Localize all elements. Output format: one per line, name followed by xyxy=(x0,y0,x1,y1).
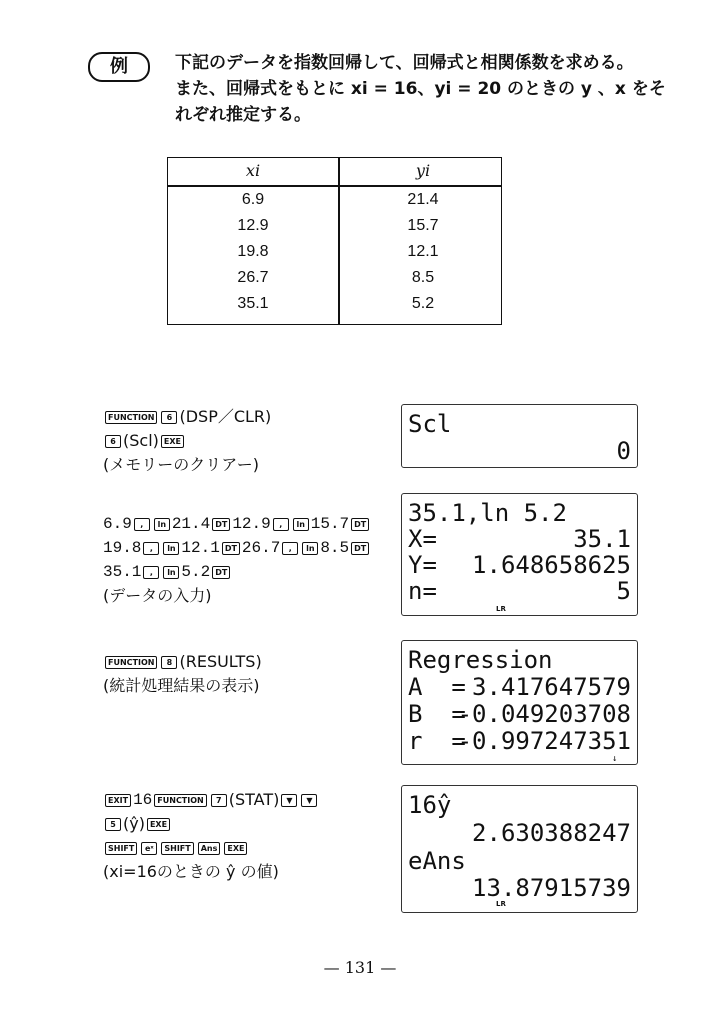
cell-x-2: 12.9 xyxy=(237,217,269,234)
exe-key: EXE xyxy=(147,818,170,831)
entry-line xyxy=(103,512,371,536)
down-arrow-icon: ▼ xyxy=(281,794,297,807)
step-data-entry xyxy=(103,512,371,608)
step-results xyxy=(103,650,262,698)
input-number: 19.8 xyxy=(103,539,142,557)
cell-y-5: 5.2 xyxy=(411,295,435,312)
cell-x-4: 26.7 xyxy=(237,269,269,286)
display-b-label: B = xyxy=(408,700,466,728)
display-r-label: r = xyxy=(408,727,466,755)
display-line: 35.1,ln 5.2 xyxy=(408,499,567,527)
results-label: (RESULTS) xyxy=(179,652,262,671)
cell-x-3: 19.8 xyxy=(237,243,269,260)
cell-y-1: 21.4 xyxy=(407,191,439,208)
input-number: 16 xyxy=(133,791,153,809)
key-5: 5 xyxy=(105,818,121,831)
yhat-label: (ŷ) xyxy=(123,814,145,833)
shift-key: SHIFT xyxy=(105,842,137,855)
calculator-display-regression xyxy=(401,640,638,765)
dt-key: DT xyxy=(351,518,369,531)
key-6: 6 xyxy=(161,411,177,424)
input-number: 5.2 xyxy=(181,563,211,581)
input-number: 15.7 xyxy=(310,515,350,533)
input-number: 12.9 xyxy=(232,515,271,533)
comma-key: , xyxy=(273,518,289,531)
shift-key: SHIFT xyxy=(161,842,193,855)
ln-key: ln xyxy=(163,542,179,555)
comma-key: , xyxy=(134,518,150,531)
display-x-value: 35.1 xyxy=(573,525,631,553)
key-6: 6 xyxy=(105,435,121,448)
calculator-display-entry xyxy=(401,493,638,616)
ln-key: ln xyxy=(163,566,179,579)
display-r-value: -0.997247351 xyxy=(457,727,631,755)
data-table xyxy=(167,157,502,325)
display-line: Regression xyxy=(408,646,553,674)
input-number: 8.5 xyxy=(320,539,350,557)
display-x-label: X= xyxy=(408,525,437,553)
step-caption: (統計処理結果の表示) xyxy=(103,676,260,695)
comma-key: , xyxy=(143,542,159,555)
scroll-down-icon: ↓ xyxy=(612,754,618,764)
display-line: 0 xyxy=(616,437,631,465)
display-line: 16ŷ xyxy=(408,791,452,819)
display-line: 13.87915739 xyxy=(472,874,631,902)
display-y-value: 1.648658625 xyxy=(472,551,631,579)
comma-key: , xyxy=(282,542,298,555)
step-caption: (データの入力) xyxy=(103,586,212,605)
dt-key: DT xyxy=(212,518,230,531)
key-7: 7 xyxy=(211,794,227,807)
example-badge: 例 xyxy=(88,52,150,82)
dt-key: DT xyxy=(351,542,369,555)
example-line-3: れぞれ推定する。 xyxy=(175,105,311,125)
stat-label: (STAT) xyxy=(228,790,280,809)
cell-y-4: 8.5 xyxy=(411,269,435,286)
function-key: FUNCTION xyxy=(154,794,206,807)
dsp-clr-label: (DSP／CLR) xyxy=(179,407,272,426)
ln-key: ln xyxy=(302,542,318,555)
ln-key: ln xyxy=(154,518,170,531)
function-key: FUNCTION xyxy=(105,411,157,424)
example-description xyxy=(175,50,695,128)
exit-key: EXIT xyxy=(105,794,131,807)
display-n-value: 5 xyxy=(616,577,631,605)
display-line: 2.630388247 xyxy=(472,819,631,847)
comma-key: , xyxy=(143,566,159,579)
step-estimate xyxy=(103,788,319,884)
ln-key: ln xyxy=(293,518,309,531)
cell-x-5: 35.1 xyxy=(237,295,269,312)
header-divider xyxy=(168,185,501,187)
header-xi: xi xyxy=(245,161,261,180)
page-number: — 131 — xyxy=(323,958,397,977)
display-a-label: A = xyxy=(408,673,466,701)
cell-x-1: 6.9 xyxy=(241,191,265,208)
dt-key: DT xyxy=(212,566,230,579)
key-8: 8 xyxy=(161,656,177,669)
example-line-1: 下記のデータを指数回帰して、回帰式と相関係数を求める。 xyxy=(175,53,634,73)
exp-key: eˣ xyxy=(141,842,157,855)
exe-key: EXE xyxy=(161,435,184,448)
ans-key: Ans xyxy=(198,842,221,855)
input-number: 12.1 xyxy=(181,539,220,557)
input-number: 6.9 xyxy=(103,515,132,533)
calculator-display-estimate xyxy=(401,785,638,913)
step-clear-memory xyxy=(103,405,271,477)
display-a-value: 3.417647579 xyxy=(472,673,631,701)
cell-y-3: 12.1 xyxy=(407,243,439,260)
input-number: 35.1 xyxy=(103,563,142,581)
input-number: 21.4 xyxy=(171,515,211,533)
calculator-display-clear xyxy=(401,404,638,468)
exe-key: EXE xyxy=(224,842,247,855)
example-line-2: また、回帰式をもとに xi = 16、yi = 20 のときの y 、x をそ xyxy=(175,79,666,99)
entry-line xyxy=(103,560,371,584)
display-line: eAns xyxy=(408,847,466,875)
input-number: 26.7 xyxy=(241,539,281,557)
function-key: FUNCTION xyxy=(105,656,157,669)
step-caption: (xi=16のときの ŷ の値) xyxy=(103,862,279,881)
header-yi: yi xyxy=(415,161,431,180)
step-caption: (メモリーのクリアー) xyxy=(103,455,260,474)
display-line: Scl xyxy=(408,410,452,438)
lr-indicator: LR xyxy=(496,605,506,613)
display-y-label: Y= xyxy=(408,551,437,579)
display-n-label: n= xyxy=(408,577,437,605)
lr-indicator: LR xyxy=(496,900,506,908)
entry-line xyxy=(103,536,371,560)
dt-key: DT xyxy=(222,542,240,555)
scl-label: (Scl) xyxy=(123,431,159,450)
down-arrow-icon: ▼ xyxy=(301,794,317,807)
display-b-value: -0.049203708 xyxy=(457,700,631,728)
cell-y-2: 15.7 xyxy=(407,217,439,234)
